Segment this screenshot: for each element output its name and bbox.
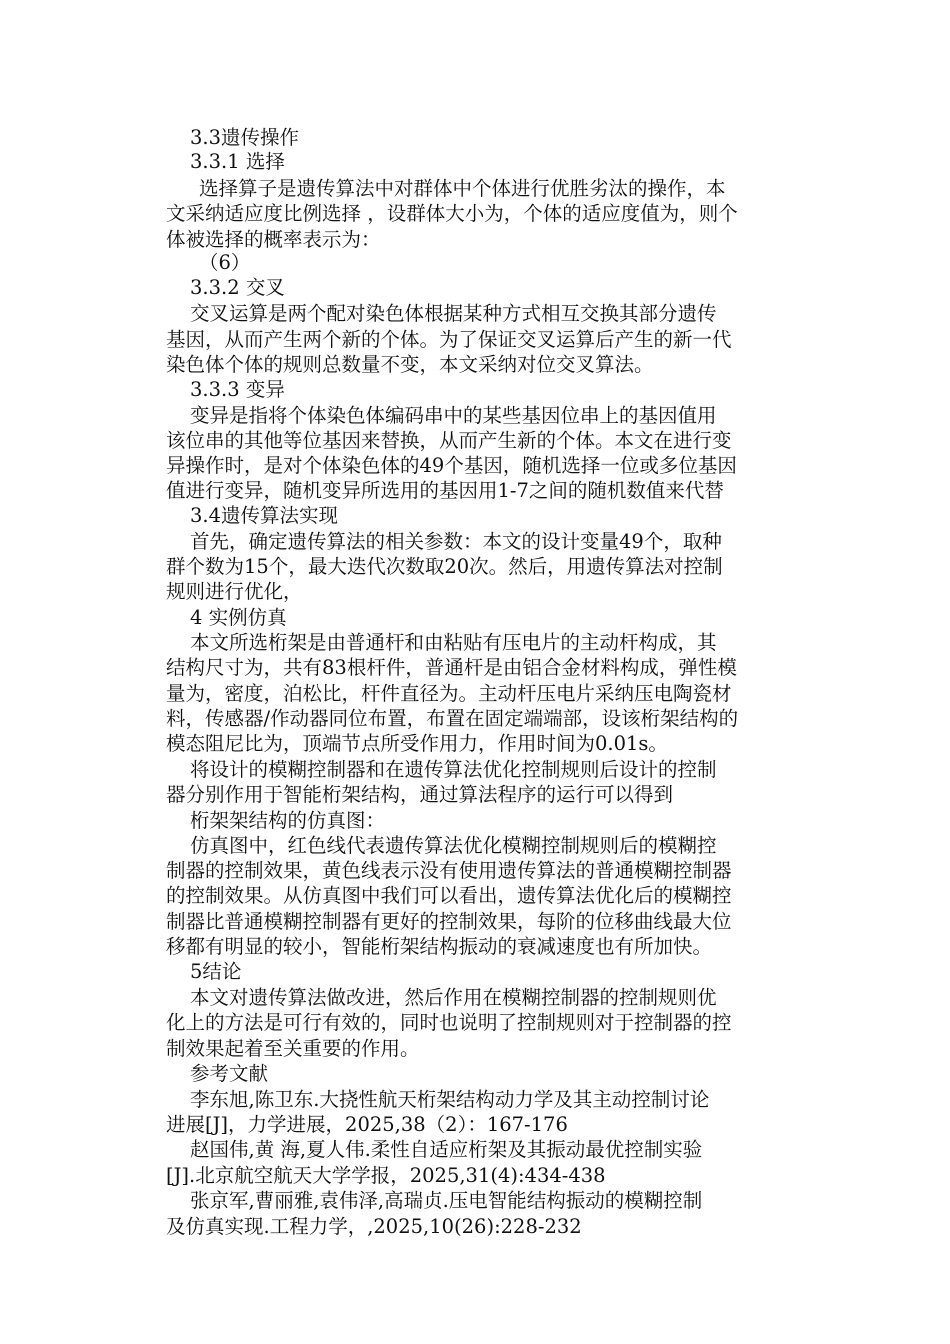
subsection-heading: 3.3.3 变异 bbox=[190, 378, 285, 401]
paragraph-line: 值进行变异，随机变异所选用的基因用1-7之间的随机数值来代替 bbox=[166, 479, 724, 502]
paragraph-line: 首先，确定遗传算法的相关参数：本文的设计变量49个，取种 bbox=[190, 530, 722, 553]
paragraph-line: 模态阻尼比为，顶端节点所受作用力，作用时间为0.01s。 bbox=[166, 732, 668, 755]
section-heading: 4 实例仿真 bbox=[190, 606, 287, 629]
paragraph-line: 化上的方法是可行有效的，同时也说明了控制规则对于控制器的控 bbox=[166, 1011, 732, 1034]
paragraph-line: 桁架架结构的仿真图： bbox=[190, 809, 386, 832]
paragraph-line: 本文对遗传算法做改进，然后作用在模糊控制器的控制规则优 bbox=[190, 986, 717, 1009]
paragraph-line: 移都有明显的较小，智能桁架结构振动的衰减速度也有所加快。 bbox=[166, 935, 713, 958]
paragraph-line: 该位串的其他等位基因来替换，从而产生新的个体。本文在进行变 bbox=[166, 429, 732, 452]
paragraph-line: 染色体个体的规则总数量不变，本文采纳对位交叉算法。 bbox=[166, 353, 654, 376]
paragraph-line: 文采纳适应度比例选择 ，设群体大小为，个体的适应度值为，则个 bbox=[166, 202, 738, 225]
paragraph-line: 制器比普通模糊控制器有更好的控制效果，每阶的位移曲线最大位 bbox=[166, 910, 732, 933]
paragraph-line: 的控制效果。从仿真图中我们可以看出，遗传算法优化后的模糊控 bbox=[166, 884, 732, 907]
reference-line: [J].北京航空航天大学学报，2025,31(4):434-438 bbox=[166, 1164, 606, 1187]
reference-line: 张京军,曹丽雅,袁伟泽,高瑞贞.压电智能结构振动的模糊控制 bbox=[190, 1189, 703, 1212]
reference-line: 及仿真实现.工程力学，,2025,10(26):228-232 bbox=[166, 1215, 582, 1238]
paragraph-line: 体被选择的概率表示为： bbox=[166, 228, 381, 251]
paragraph-line: 结构尺寸为，共有83根杆件，普通杆是由铝合金材料构成，弹性模 bbox=[166, 656, 737, 679]
paragraph-line: 基因，从而产生两个新的个体。为了保证交叉运算后产生的新一代 bbox=[166, 328, 732, 351]
paragraph-line: 料，传感器/作动器同位布置，布置在固定端端部，设该桁架结构的 bbox=[166, 707, 739, 730]
paragraph-line: 异操作时，是对个体染色体的49个基因，随机选择一位或多位基因 bbox=[166, 454, 737, 477]
paragraph-line: 选择算子是遗传算法中对群体中个体进行优胜劣汰的操作，本 bbox=[199, 177, 726, 200]
paragraph-line: 量为，密度，泊松比，杆件直径为。主动杆压电片采纳压电陶瓷材 bbox=[166, 682, 732, 705]
section-heading: 3.4遗传算法实现 bbox=[190, 504, 339, 527]
section-heading: 3.3遗传操作 bbox=[190, 126, 300, 149]
reference-line: 李东旭,陈卫东.大挠性航天桁架结构动力学及其主动控制讨论 bbox=[190, 1088, 710, 1111]
paragraph-line: 制效果起着至关重要的作用。 bbox=[166, 1037, 420, 1060]
paragraph-line: 仿真图中，红色线代表遗传算法优化模糊控制规则后的模糊控 bbox=[190, 834, 717, 857]
paragraph-line: 制器的控制效果，黄色线表示没有使用遗传算法的普通模糊控制器 bbox=[166, 859, 732, 882]
reference-line: 赵国伟,黄 海,夏人伟.柔性自适应桁架及其振动最优控制实验 bbox=[190, 1138, 703, 1161]
section-heading: 5结论 bbox=[190, 960, 242, 983]
paragraph-line: 本文所选桁架是由普通杆和由粘贴有压电片的主动杆构成，其 bbox=[190, 631, 717, 654]
paragraph-line: 将设计的模糊控制器和在遗传算法优化控制规则后设计的控制 bbox=[190, 758, 717, 781]
paragraph-line: 群个数为15个，最大迭代次数取20次。然后，用遗传算法对控制 bbox=[166, 555, 723, 578]
paragraph-line: 变异是指将个体染色体编码串中的某些基因位串上的基因值用 bbox=[190, 404, 717, 427]
equation-number: （6） bbox=[199, 251, 251, 274]
paragraph-line: 规则进行优化， bbox=[166, 580, 303, 603]
paragraph-line: 交叉运算是两个配对染色体根据某种方式相互交换其部分遗传 bbox=[190, 302, 717, 325]
paragraph-line: 器分别作用于智能桁架结构，通过算法程序的运行可以得到 bbox=[166, 783, 674, 806]
subsection-heading: 3.3.1 选择 bbox=[190, 150, 285, 173]
subsection-heading: 3.3.2 交叉 bbox=[190, 276, 285, 299]
references-heading: 参考文献 bbox=[190, 1062, 269, 1085]
reference-line: 进展[J]，力学进展，2025,38（2）：167-176 bbox=[166, 1113, 568, 1136]
